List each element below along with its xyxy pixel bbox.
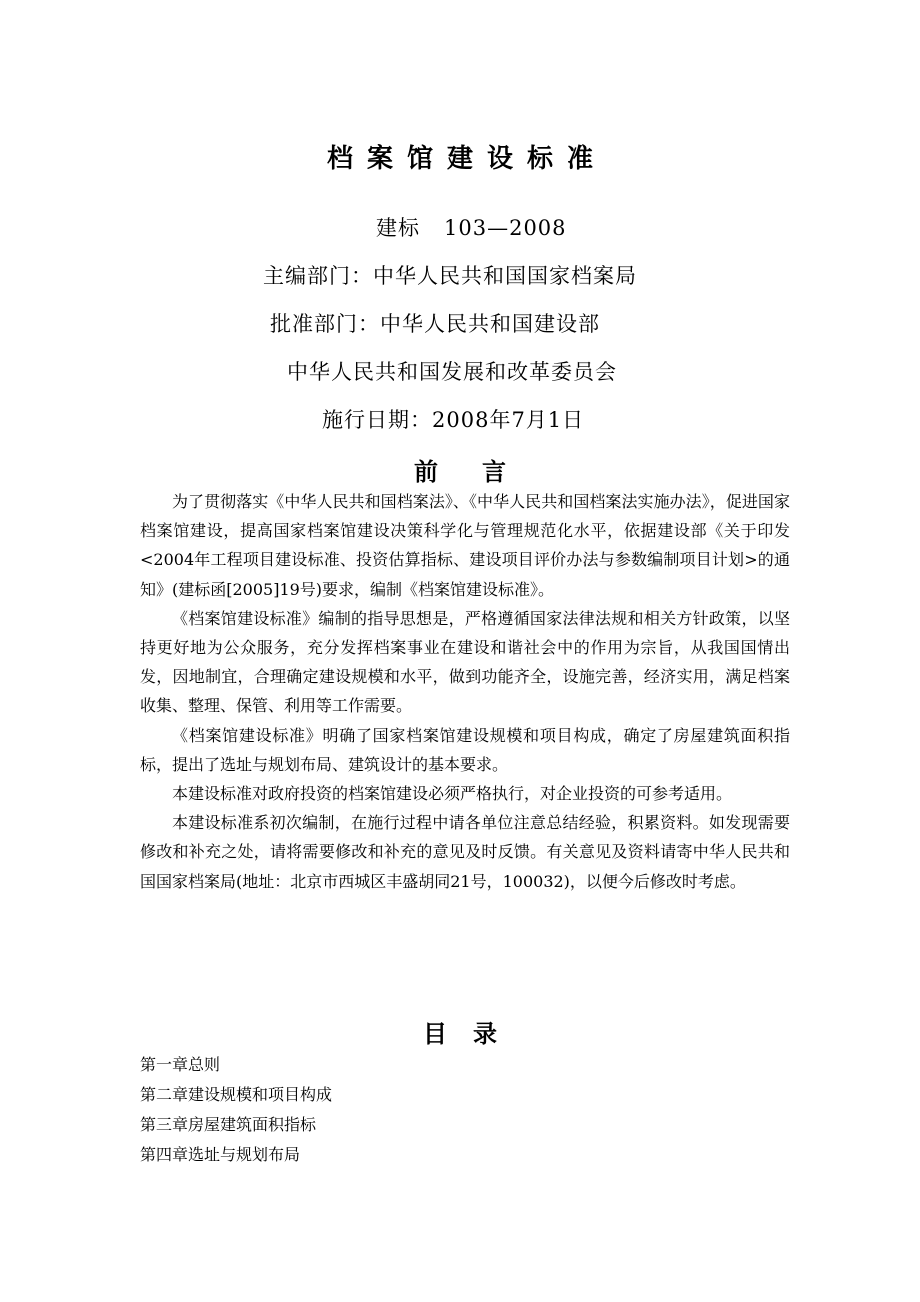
approver-department-second: 中华人民共和国发展和改革委员会 — [287, 360, 617, 384]
preface-paragraph: 本建设标准对政府投资的档案馆建设必须严格执行，对企业投资的可参考适用。 — [172, 784, 733, 804]
preface-paragraph: 本建设标准系初次编制，在施行过程中请各单位注意总结经验，积累资料。如发现需要修改和补充之处，请将需要修改和补充的意见及时反馈。有关意见及资料请寄中华人民共和国国家档案局(地址：北京市西城区丰盛胡同21号，100032)，以便今后修改时考虑。 — [140, 813, 790, 891]
toc-item[interactable]: 第二章建设规模和项目构成 — [140, 1085, 333, 1104]
preface-paragraph: 为了贯彻落实《中华人民共和国档案法》、《中华人民共和国档案法实施办法》，促进国家档案馆建设，提高国家档案馆建设决策科学化与管理规范化水平，依据建设部《关于印发<2004年工程项目建设标准、投资估算指标、建设项目评价办法与参数编制项目计划>的通知》(建标函[2005]19号)要求，编制《档案馆建设标准》。 — [140, 492, 790, 599]
preface-paragraph: 《档案馆建设标准》明确了国家档案馆建设规模和项目构成，确定了房屋建筑面积指标，提出了选址与规划布局、建筑设计的基本要求。 — [140, 725, 790, 774]
toc-item[interactable]: 第四章选址与规划布局 — [140, 1145, 301, 1164]
toc-item[interactable]: 第三章房屋建筑面积指标 — [140, 1115, 317, 1134]
preface-paragraph: 《档案馆建设标准》编制的指导思想是，严格遵循国家法律法规和相关方针政策，以坚持更好地为公众服务，充分发挥档案事业在建设和谐社会中的作用为宗旨，从我国国情出发，因地制宜，合理确定建设规模和水平，做到功能齐全，设施完善，经济实用，满足档案收集、整理、保管、利用等工作需要。 — [140, 608, 790, 716]
preface-heading: 前言 — [414, 458, 550, 486]
toc-heading: 目录 — [423, 1020, 523, 1048]
approver-department: 批准部门：中华人民共和国建设部 — [270, 312, 600, 336]
effective-date: 施行日期：2008年7月1日 — [322, 408, 585, 432]
editor-department: 主编部门：中华人民共和国国家档案局 — [263, 264, 637, 288]
standard-code-label: 建标 — [376, 216, 420, 240]
table-of-contents — [140, 1050, 790, 1170]
document-title: 档案馆建设标准 — [326, 144, 607, 174]
preface-body — [140, 487, 790, 896]
standard-code — [376, 212, 567, 242]
toc-item[interactable]: 第一章总则 — [140, 1055, 221, 1074]
standard-code-number: 103—2008 — [444, 216, 567, 240]
